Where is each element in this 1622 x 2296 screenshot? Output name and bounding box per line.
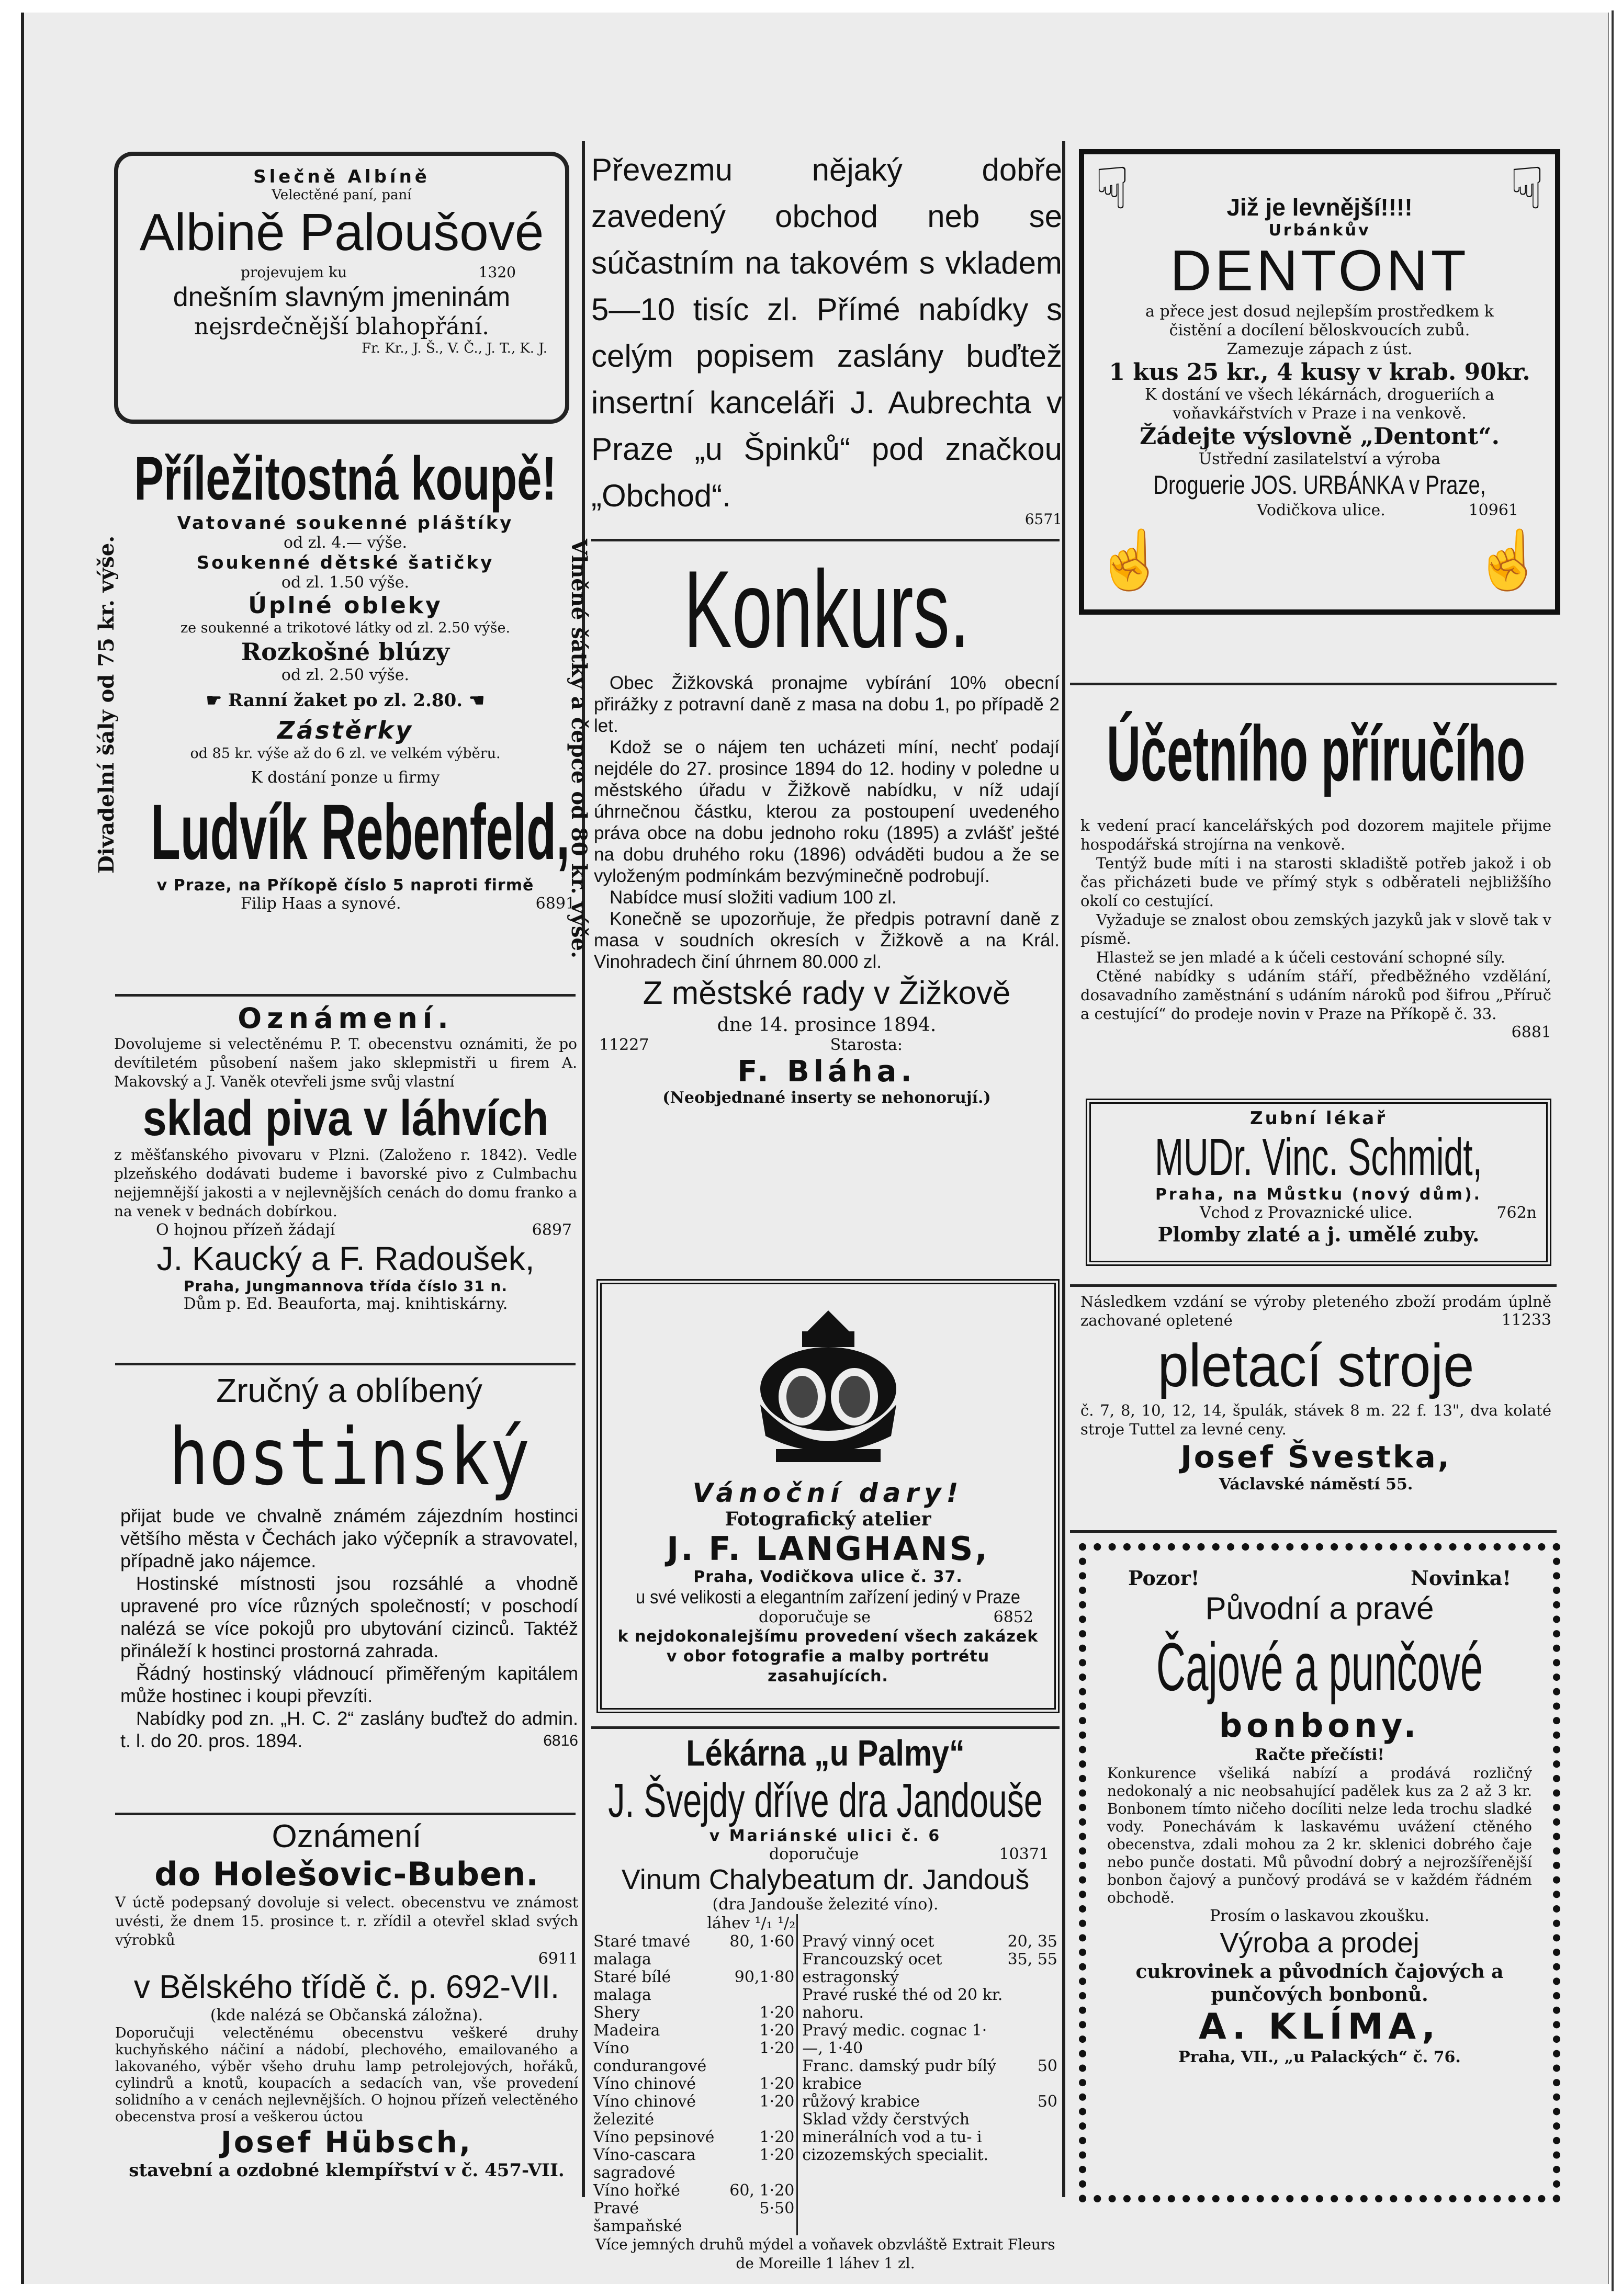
konkurs-mayor: F. Bláha.: [737, 1055, 916, 1089]
klima-alert1: Pozor!: [1128, 1566, 1200, 1590]
klima-address: Praha, VII., „u Palackých“ č. 76.: [1178, 2048, 1461, 2066]
price-item-name: Sklad vždy čerstvých minerálních vod a tu- i cizozemských specialit.: [802, 2110, 989, 2164]
rebenfeld-address2: Filip Haas a synové.: [241, 895, 401, 913]
price-list-left: [592, 1933, 795, 2235]
pharmacy-product: Vinum Chalybeatum dr. Jandouš: [621, 1864, 1030, 1895]
rebenfeld-item4-price: od zl. 2.50 výše.: [281, 666, 410, 684]
price-item-value: 50: [1037, 2057, 1057, 2075]
handbook-ad: [1080, 691, 1551, 1083]
langhans-title: Vánoční dary!: [692, 1478, 964, 1508]
konkurs-text3: Nabídce musí složiti vadium 100 zl.: [610, 887, 897, 908]
price-row: [592, 2075, 795, 2093]
price-item-name: Víno condurangové: [593, 2039, 707, 2075]
dentist-address: Praha, na Můstku (nový dům).: [1155, 1185, 1482, 1204]
price-item-name: Pravé šampaňské: [593, 2199, 682, 2235]
price-row: [592, 2093, 795, 2129]
price-row: [592, 2004, 795, 2022]
price-item-value: 1·20: [759, 2039, 795, 2057]
klima-headline: Čajové a punčové: [1156, 1628, 1483, 1705]
beer-code: 6897: [532, 1221, 572, 1239]
rebenfeld-firm: Ludvík Rebenfeld,: [151, 788, 570, 876]
price-list-right: [801, 1933, 1058, 2164]
price-row: [801, 1951, 1058, 1986]
beer-address2: Dům p. Ed. Beauforta, maj. knihtiskárny.: [183, 1295, 508, 1313]
konkurs-code: 11227: [599, 1036, 649, 1054]
konkurs-date: dne 14. prosince 1894.: [717, 1014, 937, 1036]
innkeeper-text2: Hostinské místnosti jsou rozsáhlé a vhodně upravené pro více různých společností; v poschodí nalézá se více pokojů pro ubytování cizinců. Taktéž přináleží k hostinci prostorná zahrada.: [120, 1573, 578, 1661]
greeting-line5: nejsrdečnější blahopřání.: [194, 313, 490, 340]
konkurs-note: (Neobjednané inserty se nehonorují.): [662, 1089, 991, 1107]
business-code: 6571: [1024, 511, 1062, 528]
beer-headline: sklad piva v láhvích: [142, 1090, 549, 1146]
price-row: [592, 2182, 795, 2200]
rebenfeld-item6-price: od 85 kr. výše až do 6 zl. ve velkém výběru.: [190, 745, 501, 762]
hand-pointer-icon: ☝: [1095, 526, 1166, 593]
price-item-value: 1·20: [759, 2146, 795, 2164]
price-row: [592, 2146, 795, 2182]
rebenfeld-item5: Ranní žaket po zl. 2.80.: [228, 690, 463, 711]
price-item-value: 1·20: [759, 2004, 795, 2022]
hand-icon: ☛: [206, 690, 228, 711]
price-item-name: Víno-cascara sagradové: [593, 2146, 696, 2182]
price-row: [592, 1969, 795, 2004]
rebenfeld-title: Příležitostná koupě!: [134, 444, 557, 513]
price-item-name: Pravé ruské thé od 20 kr. nahoru.: [802, 1986, 1003, 2022]
pharmacy-footer: Více jemných druhů mýdel a voňavek obzvláště Extrait Fleurs de Moreille 1 láhev 1 zl.: [595, 2236, 1055, 2272]
konkurs-role: Starosta:: [830, 1036, 903, 1054]
beer-ad: [114, 1002, 577, 1368]
langhans-ad: [596, 1279, 1060, 1713]
langhans-text2: k nejdokonalejšímu provedení všech zakázek v obor fotografie a malby portrétu zasahujících.: [617, 1627, 1039, 1686]
hubsch-text2: Doporučuji velectěnému obecenstvu veškeré druhy kuchyňského náčiní a nádobí, plechového, emailovaného a lakovaného, výběr všeho druhu lamp petrolejových, hořáků, cylindrů a knotů, koupacích a sedacích van, vše provedení solidního a v cenách nejlevnějších. O hojnou přízeň velectěného obecenstva prosí a veškerou úctou: [115, 2025, 578, 2125]
hand-pointer-icon: ☟: [1095, 155, 1130, 222]
rebenfeld-left-vertical: Divadelní šály od 75 kr. výše.: [94, 535, 119, 874]
price-item-name: Víno pepsinové: [593, 2128, 715, 2146]
langhans-address: Praha, Vodičkova ulice č. 37.: [693, 1568, 963, 1586]
beer-names: J. Kaucký a F. Radoušek,: [156, 1240, 535, 1277]
innkeeper-line1: Zručný a oblíbený: [216, 1372, 482, 1409]
separator: [591, 1726, 1060, 1729]
dentist-entrance: Vchod z Provaznické ulice.: [1200, 1204, 1413, 1222]
klima-line3: cukrovinek a původních čajových a punčových bonbonů.: [1135, 1961, 1504, 2006]
dentont-ad: [1079, 149, 1560, 615]
dentont-price: 1 kus 25 kr., 4 kusy v krab. 90kr.: [1109, 359, 1530, 386]
greeting-ad: [114, 152, 569, 424]
klima-request: Prosím o laskavou zkoušku.: [1210, 1907, 1429, 1925]
price-item-name: Víno chinové: [593, 2075, 696, 2093]
dentont-line1: Již je levnější!!!!: [1226, 194, 1413, 221]
price-row: [801, 2093, 1058, 2111]
dentont-demand: Žádejte výslovně „Dentont“.: [1140, 423, 1500, 450]
klima-line2: Výroba a prodej: [1220, 1927, 1420, 1959]
price-item-value: 1·20: [759, 2021, 795, 2040]
innkeeper-code: 6816: [543, 1732, 578, 1749]
price-item-value: 50: [1037, 2093, 1057, 2111]
beer-text2: z měšťanského pivovaru v Plzni. (Založeno r. 1842). Vedle plzeňského dodávati budeme i bavorské pivo z Culmbachu nejjemnější jakosti a v nejlevnějších cenách do domu franko a na venek v bednách dobírkou.: [114, 1146, 577, 1220]
price-item-name: Staré bílé malaga: [593, 1968, 671, 2004]
knitting-ad: [1080, 1292, 1551, 1538]
klima-alert2: Novinka!: [1411, 1566, 1511, 1590]
innkeeper-text3: Řádný hostinský vládnoucí přiměřeným kapitálem může hostinec i koupi převzíti.: [120, 1662, 578, 1706]
price-item-name: Víno chinové železité: [593, 2093, 696, 2129]
price-item-name: Francouzský ocet estragonský: [802, 1950, 942, 1986]
separator: [1070, 1284, 1557, 1287]
greeting-name: Albině Paloušové: [139, 203, 544, 262]
price-item-value: 60, 1·20: [729, 2181, 795, 2200]
pharmacy-product-note: (dra Jandouše železité víno).: [712, 1895, 939, 1914]
price-item-value: [1007, 1986, 1058, 2022]
dentont-street: Vodičkova ulice.: [1257, 501, 1386, 519]
handbook-code: 6881: [1511, 1023, 1551, 1042]
price-row: [801, 1933, 1058, 1951]
handbook-text2: Tentýž bude míti i na starosti skladiště potřeb jakož i ob čas přicházeti bude ve přímý styk s odběrateli nejbližšího okolí co cestující.: [1080, 854, 1551, 910]
greeting-line1: Slečně Albíně: [253, 166, 430, 187]
price-item-name: Pravý medic. cognac 1·—, 1·40: [802, 2021, 987, 2057]
price-item-value: 1·20: [759, 2075, 795, 2093]
knitting-text1: Následkem vzdání se výroby pleteného zboží prodám úplně zachované opletené: [1080, 1293, 1551, 1329]
konkurs-text1: Obec Žižkovská pronajme vybírání 10% obecní přirážky z potravní daně z masa na dobu 1, po případě 2 let.: [594, 673, 1060, 736]
innkeeper-text1: přijat bude ve chvalně známém zájezdním hostinci většího města v Čechách jako výčepník a stravovatel, případně jako nájemce.: [120, 1505, 578, 1571]
price-item-value: 80, 1·60: [729, 1932, 795, 1951]
dentont-text1: a přece jest dosud nejlepším prostředkem k čistění a docílení běloskvoucích zubů.: [1145, 302, 1494, 340]
price-item-value: 90,1·80: [734, 1968, 795, 1986]
langhans-code: 6852: [993, 1608, 1033, 1626]
hubsch-ad: [115, 1818, 578, 2202]
price-row: [592, 2129, 795, 2146]
hubsch-note: (kde nalézá se Občanská záložna).: [210, 2006, 483, 2024]
price-item-name: Staré tmavé malaga: [593, 1932, 691, 1969]
dentist-ad: [1086, 1099, 1551, 1266]
innkeeper-headline: hostinský: [168, 1412, 530, 1503]
handbook-title: Účetního příručího: [1106, 709, 1526, 797]
pharmacy-recommend: doporučuje: [769, 1845, 859, 1863]
knitting-address: Václavské náměstí 55.: [1219, 1475, 1413, 1494]
price-item-value: 1·20: [759, 2128, 795, 2146]
greeting-sign: Fr. Kr., J. Š., V. Č., J. T., K. J.: [362, 341, 547, 356]
langhans-recommend: doporučuje se: [759, 1608, 871, 1626]
innkeeper-ad: [120, 1371, 578, 1820]
klima-headline2: bonbony.: [1219, 1706, 1421, 1745]
price-item-name: růžový krabice: [802, 2093, 920, 2111]
handbook-text4: Hlastež se jen mladé a k účeli cestování schopné síly.: [1096, 948, 1505, 966]
knitting-headline: pletací stroje: [1157, 1331, 1474, 1399]
klima-read: Račte přečísti!: [1255, 1746, 1384, 1764]
price-item-value: 1·20: [759, 2093, 795, 2111]
dentont-code: 10961: [1468, 501, 1518, 519]
knitting-text2: č. 7, 8, 10, 12, 14, špulák, stávek 8 m. 22 f. 13", dva kolaté stroje Tuttel za levné ceny.: [1080, 1401, 1551, 1438]
price-row: [592, 2040, 795, 2075]
handbook-text5: Ctěné nabídky s udáním stáří, předběžného vzdělání, dosavadního zaměstnání s udáním nároků pod šifrou „Příruč a cestující“ do prodeje novin v Praze na Příkopě č. 33.: [1080, 967, 1551, 1023]
price-item-name: Pravý vinný ocet: [802, 1932, 934, 1951]
dentont-text3: K dostání ve všech lékárnách, drogueriích a voňavkářstvích v Praze i na venkově.: [1144, 386, 1495, 423]
beer-text1: Dovolujeme si velectěnému P. T. obecenstvu oznámiti, že po devítiletém působení našem jako sklepmistři u firem A. Makovský a J. Vaněk otevřeli jsme svůj vlastní: [114, 1035, 577, 1090]
hubsch-street: v Bělského třídě č. p. 692-VII.: [133, 1969, 560, 2005]
dentont-brand: DENTONT: [1170, 239, 1469, 303]
rebenfeld-item4: Rozkošné blúzy: [241, 638, 450, 666]
hubsch-title: Oznámení: [272, 1818, 422, 1854]
price-item-value: 35, 55: [1007, 1950, 1057, 1969]
price-item-value: 5·50: [759, 2199, 795, 2218]
beer-request: O hojnou přízeň žádají: [156, 1221, 335, 1239]
handbook-text3: Vyžaduje se znalost obou zemských jazyků jak v slově tak v písmě.: [1080, 911, 1551, 947]
langhans-name: J. F. LANGHANS,: [667, 1530, 989, 1568]
price-row: [592, 2200, 795, 2235]
beer-title: Oznámení.: [238, 1002, 454, 1035]
rebenfeld-item3: Úplné obleky: [248, 592, 443, 619]
dentont-firm: Droguerie JOS. URBÁNKA v Praze,: [1153, 470, 1486, 500]
konkurs-title: Konkurs.: [683, 548, 970, 671]
separator: [591, 539, 1060, 541]
separator: [115, 1363, 576, 1365]
klima-name: A. KLÍMA,: [1198, 2006, 1441, 2048]
dentist-name: MUDr. Vinc. Schmidt,: [1155, 1128, 1482, 1186]
separator: [1070, 683, 1557, 685]
knitting-name: Josef Švestka,: [1180, 1439, 1451, 1475]
separator: [115, 1813, 576, 1815]
hand-pointer-icon: ☝: [1473, 526, 1545, 593]
separator: [1070, 1530, 1557, 1533]
rebenfeld-item3-price: ze soukenné a trikotové látky od zl. 2.50 výše.: [180, 620, 511, 636]
hubsch-place: do Holešovic-Buben.: [154, 1855, 539, 1893]
price-row: [801, 2022, 1058, 2057]
price-item-value: [1007, 2111, 1058, 2164]
dentist-title: Zubní lékař: [1250, 1108, 1387, 1129]
hand-pointer-icon: ☟: [1510, 155, 1545, 222]
rebenfeld-ad: [94, 444, 591, 989]
greeting-code: 1320: [478, 264, 516, 281]
rebenfeld-address: v Praze, na Příkopě číslo 5 naproti firmě: [156, 876, 534, 895]
price-item-name: Madeira: [593, 2021, 660, 2040]
separator: [115, 994, 576, 997]
dentont-text2: Zamezuje zápach z úst.: [1226, 340, 1413, 358]
rebenfeld-item2: Soukenné dětské šatičky: [196, 552, 494, 573]
dentont-line2: Urbánkův: [1268, 221, 1371, 240]
beer-address: Praha, Jungmannova třída číslo 31 n.: [183, 1277, 508, 1295]
hubsch-code: 6911: [538, 1950, 578, 1968]
price-header: láhev ¹/₁ ¹/₂: [707, 1914, 796, 1932]
column-rule-2: [1062, 141, 1065, 2197]
rebenfeld-item2-price: od zl. 1.50 výše.: [281, 573, 410, 592]
business-ad: [591, 146, 1062, 528]
hand-left-icon: ☚: [463, 690, 485, 711]
pharmacy-ad: [591, 1732, 1060, 2272]
dentist-code: 762n: [1496, 1204, 1537, 1222]
price-item-value: [1007, 2022, 1058, 2057]
pharmacy-street: v Mariánské ulici č. 6: [709, 1827, 942, 1845]
rebenfeld-intro: K dostání ponze u firmy: [251, 768, 440, 787]
hubsch-name: Josef Hübsch,: [221, 2125, 472, 2159]
dentont-text4: Ústřední zasilatelství a výroba: [1198, 450, 1441, 468]
price-row: [592, 1933, 795, 1969]
innkeeper-text4: Nabídky pod zn. „H. C. 2“ zaslány buďtež do admin. t. l. do 20. pros. 1894.: [120, 1707, 578, 1751]
klima-ad: [1079, 1543, 1560, 2202]
rebenfeld-item1-price: od zl. 4.— výše.: [283, 534, 407, 552]
handbook-text1: k vedení prací kancelářských pod dozorem majitele přijme hospodářská strojírna na venkově.: [1080, 817, 1551, 853]
langhans-subtitle: Fotografický atelier: [725, 1508, 931, 1530]
coat-of-arms-icon: [739, 1300, 917, 1478]
rebenfeld-item1: Vatované soukenné pláštíky: [177, 513, 514, 534]
konkurs-council: Z městské rady v Žižkově: [643, 975, 1011, 1011]
price-row: [801, 2057, 1058, 2093]
price-row: [801, 1986, 1058, 2022]
pharmacy-name: J. Švejdy dříve dra Jandouše: [608, 1774, 1043, 1827]
rebenfeld-code: 6891: [535, 895, 576, 913]
price-row: [592, 2022, 795, 2040]
price-item-name: Franc. damský pudr bílý krabice: [802, 2057, 997, 2093]
rebenfeld-item6: Zástěrky: [277, 716, 414, 744]
pharmacy-title: Lékárna „u Palmy“: [686, 1733, 965, 1773]
rebenfeld-right-vertical: Vlněné šátky a čepce od 80 kr. výše.: [567, 539, 591, 958]
page-edge-line: [1612, 10, 1614, 2291]
konkurs-text2: Kdož se o nájem ten ucházeti míní, nechť podají nejdéle do 27. prosince 1894 do 12. hodiny v poledne u městského úřadu v Žižkově nabídku, v níž udají úhrnečnou částku, kterou za postoupení uvedeného práva obce na dobu jednoho roku (1895) a zvlášť ješté na dobu druhého roku (1896) odváděti budou a že se vyloženým podmínkám bezvýminečně podrobují.: [594, 737, 1060, 886]
price-item-name: Víno hořké: [593, 2181, 680, 2200]
hubsch-trade: stavební a ozdobné klempířství v č. 457-VII.: [129, 2160, 565, 2181]
price-row: [801, 2111, 1058, 2164]
price-table: [591, 1914, 1060, 2235]
konkurs-text4: Konečně se upozorňuje, že předpis potravní daně z masa v soudních okresích v Žižkově a na Král. Vinohradech činí úhrnem 80.000 zl.: [594, 909, 1060, 972]
greeting-line2: Velectěné paní, paní: [272, 187, 412, 203]
hubsch-text1: V úctě podepsaný dovoluje si velect. obecenstvu ve známost uvésti, že dnem 15. prosince t. r. zřídil a otevřel sklad svých výrobků: [115, 1894, 578, 1949]
konkurs-ad: [594, 547, 1060, 1261]
knitting-code: 11233: [1501, 1311, 1551, 1329]
klima-line1: Původní a pravé: [1205, 1591, 1434, 1626]
price-item-value: 20, 35: [1007, 1932, 1057, 1951]
greeting-line4: dnešním slavným jmeninám: [173, 282, 511, 312]
klima-text1: Konkurence všeliká nabízí a prodává rozličný nedokonalý a nic neobsahující padělek kus za 2 až 3 kr. Bonbonem tímto ničeho docíliti nelze leda trochu sladké vody. Ponechávám k laskavému uvážení ctěného obecenstva, zdali mohou za 2 kr. sklenici dobrého čaje nebo punče dostati. Mů původní dobrý a nejrozšířenější bonbon čajový a punčový prodává se v každém řádném obchodě.: [1107, 1765, 1532, 1906]
dentist-service: Plomby zlaté a j. umělé zuby.: [1157, 1223, 1480, 1246]
business-text: Převezmu nějaký dobře zavedený obchod neb se súčastním na takovém s vkladem 5—10 tisíc zl. Přímé nabídky s celým popisem zaslány buďtež insertní kanceláři J. Aubrechta v Praze „u Špinků“ pod značkou „Obchod“.: [591, 152, 1062, 513]
langhans-text1: u své velikosti a elegantním zařízení jediný v Praze: [636, 1586, 1020, 1608]
price-item-name: Shery: [593, 2004, 640, 2022]
greeting-line3: projevujem ku: [241, 264, 347, 281]
pharmacy-code: 10371: [999, 1845, 1049, 1863]
